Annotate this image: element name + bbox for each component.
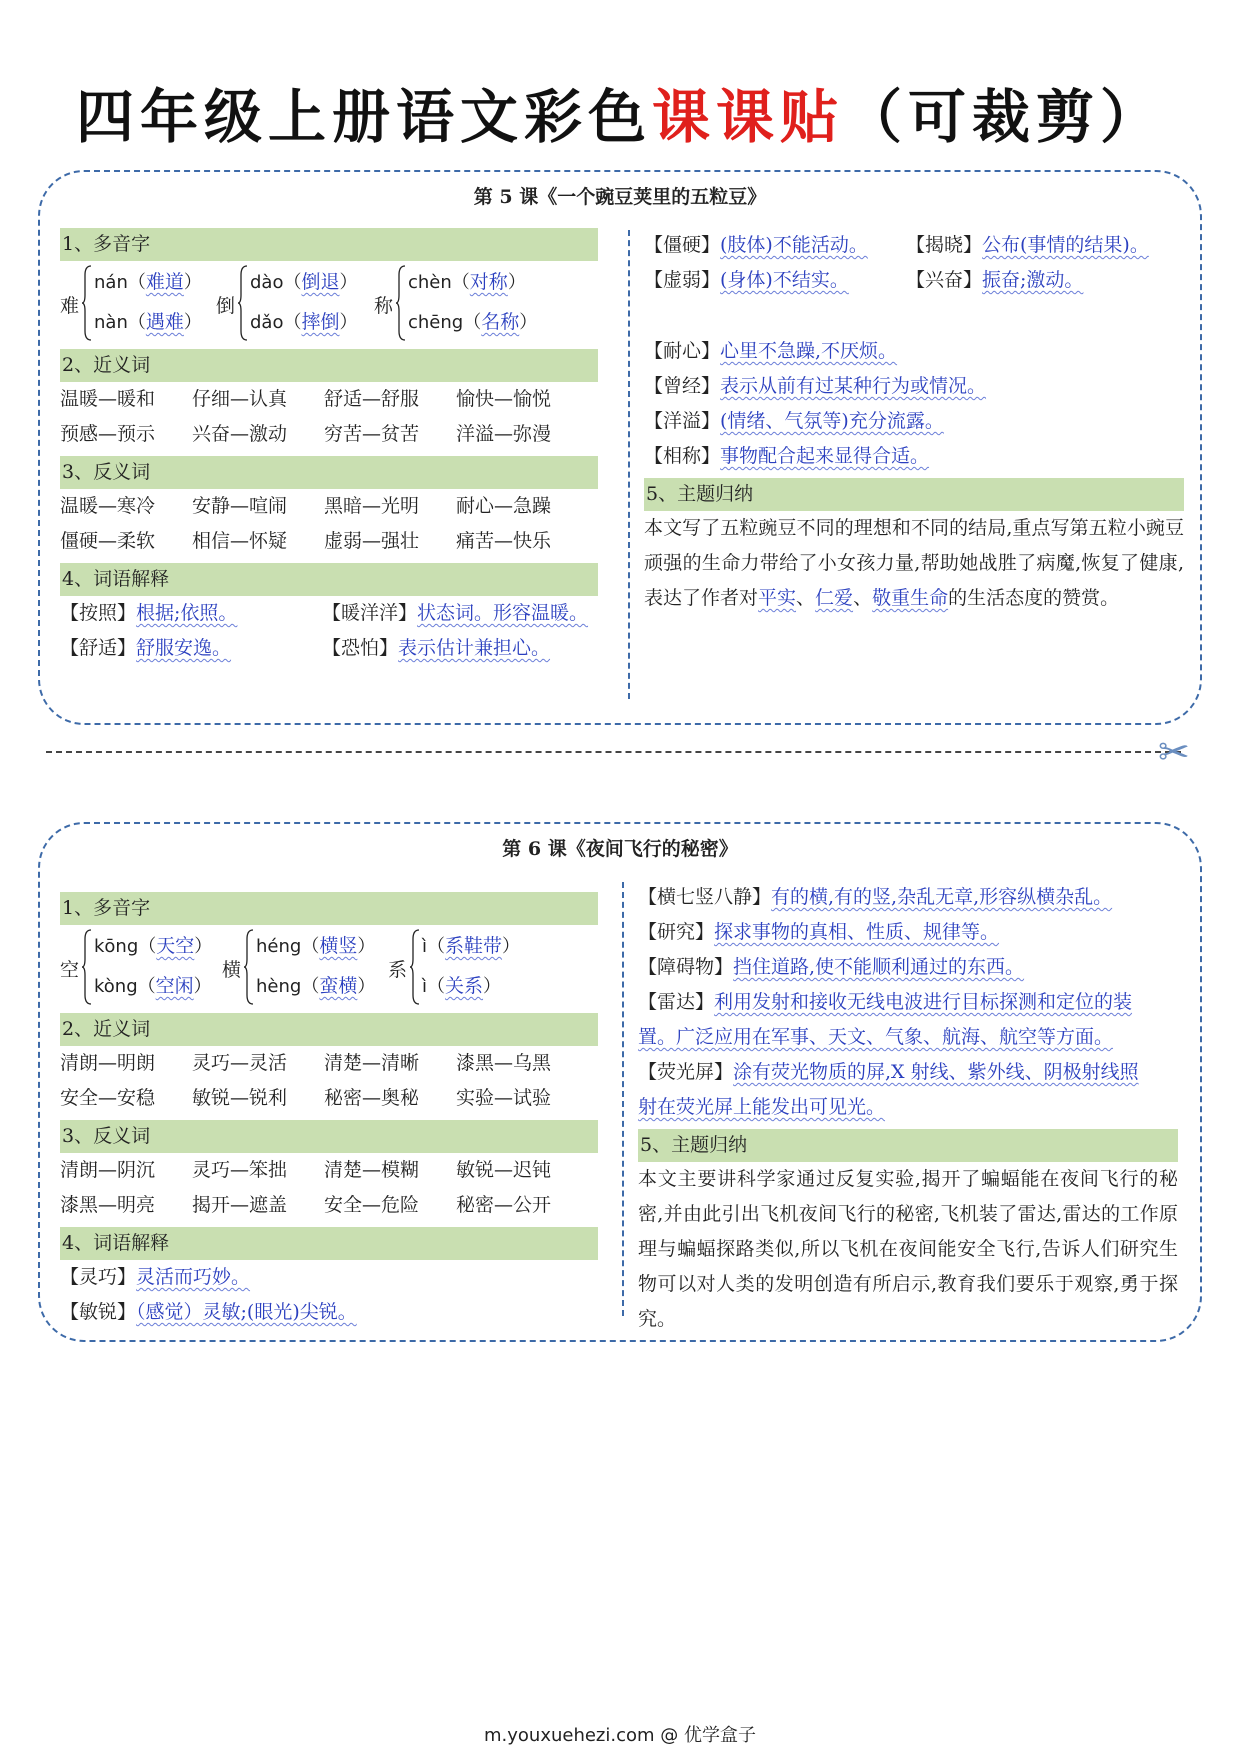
page-title [0, 70, 1240, 154]
term: 【按照】 [60, 602, 137, 624]
section-header: 4、词语解释 [60, 563, 598, 596]
polyphone-reading [422, 971, 501, 998]
meaning: 状态词。形容温暖。 [417, 602, 589, 624]
term: 【虚弱】 [644, 269, 721, 291]
polyphone-reading [94, 971, 212, 998]
definition-row [60, 631, 598, 666]
keyword: 敬重生命 [872, 587, 949, 609]
polyphone-char: 空 [60, 959, 80, 981]
column-divider [628, 230, 630, 699]
polyphone-reading [250, 267, 357, 294]
example-word: 横竖 [319, 935, 358, 957]
keyword: 仁爱 [815, 587, 854, 609]
example-word: 天空 [156, 935, 195, 957]
word-pair: 清楚—模糊 [324, 1159, 420, 1181]
term: 【研究】 [638, 921, 715, 943]
term: 【雷达】 [638, 991, 715, 1013]
word-pair: 秘密—奥秘 [324, 1087, 420, 1109]
section-header: 2、近义词 [60, 349, 598, 382]
polyphone-reading [250, 307, 357, 334]
section-header: 1、多音字 [60, 892, 598, 925]
pinyin: nán（ [94, 272, 146, 293]
term: 【暖洋洋】 [322, 602, 418, 624]
term: 【耐心】 [644, 340, 721, 362]
term: 【兴奋】 [906, 269, 983, 291]
example-word: 空闲 [155, 975, 194, 997]
example-word: 摔倒 [301, 311, 340, 333]
pinyin: chēng（ [408, 312, 482, 333]
lesson5-right-column [644, 224, 1184, 616]
word-pair: 愉快—愉悦 [456, 388, 552, 410]
word-pair: 安静—喧闹 [192, 495, 288, 517]
polyphone-reading [422, 931, 520, 958]
word-pair: 清朗—明朗 [60, 1052, 156, 1074]
theme-summary: 本文主要讲科学家通过反复实验,揭开了蝙蝠能在夜间飞行的秘密,并由此引出飞机夜间飞行的秘密,飞机装了雷达,雷达的工作原理与蝙蝠探路类似,所以飞机在夜间能安全飞行,告诉人们研究生物可以对人类的发明创造有所启示,教育我们要乐于观察,勇于探究。 [638, 1168, 1178, 1330]
word-pair: 清朗—阴沉 [60, 1159, 156, 1181]
example-word: 系鞋带 [445, 935, 503, 957]
pinyin: dào（ [250, 272, 302, 293]
meaning: 利用发射和接收无线电波进行目标探测和定位的装 [714, 991, 1133, 1013]
definition [60, 596, 322, 631]
column-divider [622, 882, 624, 1316]
term: 【僵硬】 [644, 234, 721, 256]
theme-summary [644, 511, 1184, 616]
antonym-row [60, 489, 598, 524]
pinyin: chèn（ [408, 272, 470, 293]
polyphone-reading [94, 931, 212, 958]
definition-row [644, 334, 1184, 369]
polyphone-reading [408, 307, 537, 334]
meaning: 事物配合起来显得合适。 [720, 445, 930, 467]
brace-icon [82, 265, 92, 341]
word-pair: 灵巧—笨拙 [192, 1159, 288, 1181]
section-header: 4、词语解释 [60, 1227, 598, 1260]
lesson6-card [38, 822, 1202, 1342]
term: 【荧光屏】 [638, 1061, 734, 1083]
word-pair: 安全—安稳 [60, 1087, 156, 1109]
definition-row [60, 596, 598, 631]
definition-row [60, 1260, 598, 1295]
example-word: 倒退 [301, 271, 340, 293]
polyphone-char: 横 [222, 959, 242, 981]
definition-row [644, 263, 1184, 298]
definition-row [638, 880, 1178, 915]
paren-close: ） [357, 936, 376, 957]
definition-row [644, 439, 1184, 474]
paren-close: ） [507, 272, 526, 293]
term: 【灵巧】 [60, 1266, 137, 1288]
definition-row [638, 950, 1178, 985]
word-pair: 黑暗—光明 [324, 495, 420, 517]
definition [644, 263, 906, 298]
definition-continuation [638, 1090, 1178, 1125]
keyword: 平实 [758, 587, 797, 609]
word-pair: 穷苦—贫苦 [324, 423, 420, 445]
word-pair: 虚弱—强壮 [324, 530, 420, 552]
scissors-icon: ✂ [1158, 730, 1190, 774]
term: 【揭晓】 [906, 234, 983, 256]
summary-text: 的生活态度的赞赏。 [948, 587, 1120, 609]
meaning: 灵活而巧妙。 [136, 1266, 251, 1288]
meaning: 有的横,有的竖,杂乱无章,形容纵横杂乱。 [771, 886, 1113, 908]
definition [322, 637, 550, 659]
summary-text: 本文写了五粒豌豆不同的理想和不同的结局,重点写第五粒小豌豆顽强的生命力带给了小女孩力量,帮助她战胜了病魔,恢复了健康,表达了作者对 [644, 517, 1184, 609]
pinyin: dǎo（ [250, 312, 302, 333]
definition-row [60, 1295, 598, 1330]
word-pair: 灵巧—灵活 [192, 1052, 288, 1074]
paren-close: ） [502, 936, 521, 957]
polyphone-block [60, 261, 598, 345]
definition-row [644, 404, 1184, 439]
section-header: 5、主题归纳 [644, 478, 1184, 511]
polyphone-reading [94, 267, 202, 294]
section-header: 1、多音字 [60, 228, 598, 261]
word-pair: 相信—怀疑 [192, 530, 288, 552]
synonym-row [60, 1081, 598, 1116]
term: 【障碍物】 [638, 956, 734, 978]
word-pair: 漆黑—明亮 [60, 1194, 156, 1216]
word-pair: 痛苦—快乐 [456, 530, 552, 552]
antonym-row [60, 1153, 598, 1188]
definition-row [644, 228, 1184, 263]
lesson6-heading: 第 6 课《夜间飞行的秘密》 [502, 838, 738, 860]
definition [906, 234, 1149, 256]
meaning: （感觉）灵敏;(眼光)尖锐。 [136, 1301, 357, 1323]
meaning: (身体)不结实。 [720, 269, 849, 291]
section-header: 2、近义词 [60, 1013, 598, 1046]
example-word: 名称 [481, 311, 520, 333]
word-pair: 敏锐—锐利 [192, 1087, 288, 1109]
paren-close: ） [194, 936, 213, 957]
definition [644, 228, 906, 263]
meaning: 表示从前有过某种行为或情况。 [720, 375, 987, 397]
pinyin: ì（ [422, 936, 446, 957]
word-pair: 温暖—寒冷 [60, 495, 156, 517]
term: 【曾经】 [644, 375, 721, 397]
example-word: 关系 [445, 975, 484, 997]
word-pair: 耐心—急躁 [456, 495, 552, 517]
paren-close: ） [519, 312, 538, 333]
example-word: 对称 [469, 271, 508, 293]
meaning: (肢体)不能活动。 [720, 234, 868, 256]
example-word: 蛮横 [319, 975, 358, 997]
term: 【舒适】 [60, 637, 137, 659]
example-word: 难道 [145, 271, 184, 293]
pinyin: ì（ [422, 976, 446, 997]
definition-row [638, 1055, 1178, 1090]
term: 【恐怕】 [322, 637, 399, 659]
word-pair: 洋溢—弥漫 [456, 423, 552, 445]
paren-close: ） [183, 272, 202, 293]
polyphone-char: 倒 [216, 295, 236, 317]
word-pair: 清楚—清晰 [324, 1052, 420, 1074]
synonym-row [60, 1046, 598, 1081]
lesson5-card [38, 170, 1202, 725]
brace-icon [410, 929, 420, 1005]
example-word: 遇难 [145, 311, 184, 333]
polyphone-reading [408, 267, 526, 294]
paren-close: ） [193, 976, 212, 997]
word-pair: 揭开—遮盖 [192, 1194, 288, 1216]
antonym-row [60, 1188, 598, 1223]
cut-line [46, 751, 1181, 753]
separator: 、 [796, 587, 816, 609]
meaning: 挡住道路,使不能顺利通过的东西。 [733, 956, 1025, 978]
definition-row [644, 369, 1184, 404]
pinyin: hèng（ [256, 976, 320, 997]
meaning: 舒服安逸。 [136, 637, 232, 659]
word-pair: 秘密—公开 [456, 1194, 552, 1216]
meaning: 涂有荧光物质的屏,X 射线、紫外线、阴极射线照 [733, 1061, 1139, 1083]
lesson6-left-column [60, 888, 598, 1330]
polyphone-char: 难 [60, 295, 80, 317]
meaning: 根据;依照。 [136, 602, 238, 624]
title-tail: （可裁剪） [844, 83, 1165, 151]
word-pair: 舒适—舒服 [324, 388, 420, 410]
polyphone-reading [94, 307, 202, 334]
brace-icon [396, 265, 406, 341]
term: 【相称】 [644, 445, 721, 467]
polyphone-char: 系 [388, 959, 408, 981]
synonym-row [60, 417, 598, 452]
meaning: 振奋;激动。 [982, 269, 1084, 291]
lesson6-right-column [638, 880, 1178, 1337]
word-pair: 兴奋—激动 [192, 423, 288, 445]
synonym-row [60, 382, 598, 417]
footer-source: m.youxuehezi.com @ 优学盒子 [483, 1725, 756, 1746]
brace-icon [238, 265, 248, 341]
word-pair: 仔细—认真 [192, 388, 288, 410]
section-header: 3、反义词 [60, 1120, 598, 1153]
brace-icon [82, 929, 92, 1005]
lesson5-heading: 第 5 课《一个豌豆荚里的五粒豆》 [473, 186, 767, 208]
polyphone-reading [256, 971, 375, 998]
pinyin: kòng（ [94, 976, 156, 997]
word-pair: 温暖—暖和 [60, 388, 156, 410]
meaning: (情绪、气氛等)充分流露。 [720, 410, 944, 432]
meaning: 探求事物的真相、性质、规律等。 [714, 921, 1000, 943]
definition-row [638, 985, 1178, 1020]
term: 【敏锐】 [60, 1301, 137, 1323]
word-pair: 实验—试验 [456, 1087, 552, 1109]
term: 【横七竖八静】 [638, 886, 772, 908]
title-accent: 课课贴 [651, 83, 844, 151]
brace-icon [244, 929, 254, 1005]
polyphone-block [60, 925, 598, 1009]
meaning: 置。广泛应用在军事、天文、气象、航海、航空等方面。 [638, 1026, 1114, 1048]
pinyin: héng（ [256, 936, 320, 957]
word-pair: 安全—危险 [324, 1194, 420, 1216]
word-pair: 预感—预示 [60, 423, 156, 445]
word-pair: 敏锐—迟钝 [456, 1159, 552, 1181]
pinyin: kōng（ [94, 936, 157, 957]
paren-close: ） [183, 312, 202, 333]
meaning: 射在荧光屏上能发出可见光。 [638, 1096, 886, 1118]
paren-close: ） [357, 976, 376, 997]
definition [906, 269, 1083, 291]
title-main: 四年级上册语文彩色 [75, 83, 652, 151]
antonym-row [60, 524, 598, 559]
paren-close: ） [339, 312, 358, 333]
paren-close: ） [339, 272, 358, 293]
separator: 、 [853, 587, 873, 609]
polyphone-char: 称 [374, 295, 394, 317]
section-header: 5、主题归纳 [638, 1129, 1178, 1162]
definition [60, 631, 322, 666]
definition [322, 602, 588, 624]
paren-close: ） [483, 976, 502, 997]
word-pair: 僵硬—柔软 [60, 530, 156, 552]
lesson5-left-column [60, 224, 598, 666]
word-pair: 漆黑—乌黑 [456, 1052, 552, 1074]
pinyin: nàn（ [94, 312, 146, 333]
meaning: 公布(事情的结果)。 [982, 234, 1149, 256]
polyphone-reading [256, 931, 375, 958]
meaning: 表示估计兼担心。 [398, 637, 551, 659]
section-header: 3、反义词 [60, 456, 598, 489]
definition-row [638, 915, 1178, 950]
term: 【洋溢】 [644, 410, 721, 432]
definition-continuation [638, 1020, 1178, 1055]
meaning: 心里不急躁,不厌烦。 [720, 340, 898, 362]
